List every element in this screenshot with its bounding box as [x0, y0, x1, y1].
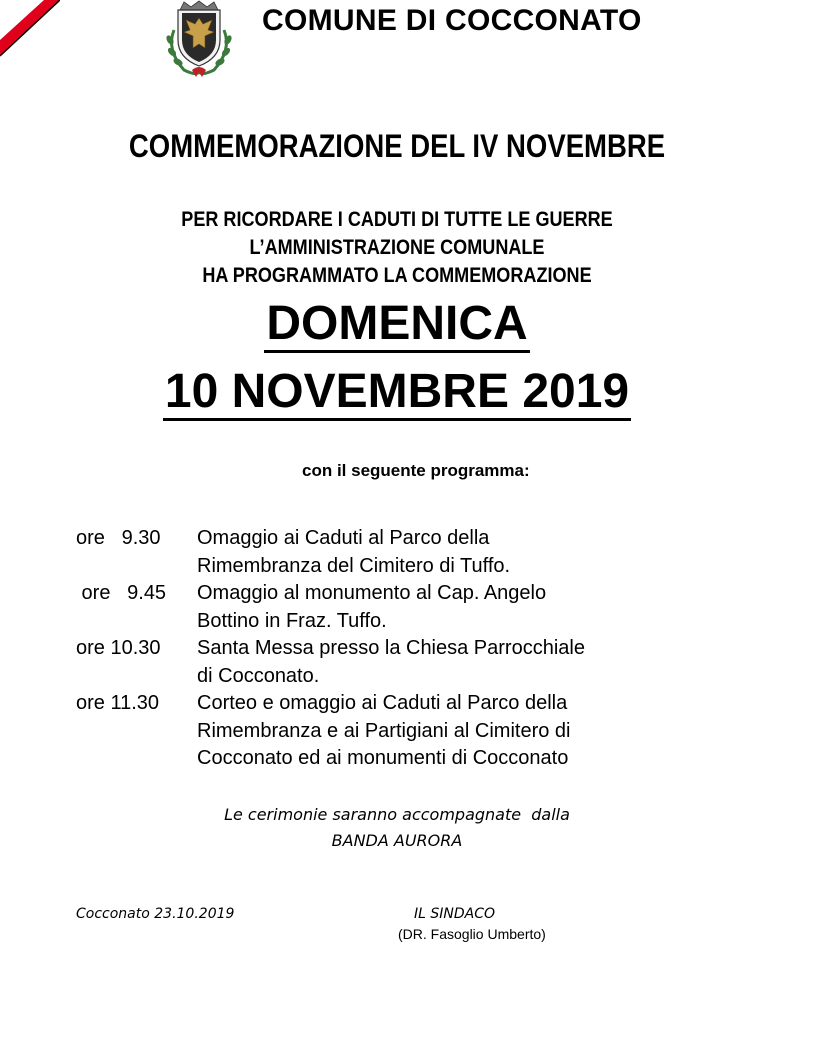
intro-line: L’AMMINISTRAZIONE COMUNALE — [249, 236, 545, 259]
schedule-list — [76, 525, 776, 773]
mayor-title: IL SINDACO — [414, 906, 496, 922]
schedule-item — [76, 580, 776, 635]
main-title: COMMEMORAZIONE DEL IV NOVEMBRE — [128, 128, 666, 164]
mayor-name: (DR. Fasoglio Umberto) — [398, 926, 546, 942]
event-date-text: 10 NOVEMBRE 2019 — [163, 365, 631, 421]
schedule-line: Rimembranza del Cimitero di Tuffo. — [197, 554, 511, 577]
place-date: Cocconato 23.10.2019 — [76, 906, 235, 922]
schedule-line: Cocconato ed ai monumenti di Cocconato — [197, 747, 569, 769]
event-date — [0, 364, 794, 420]
schedule-line: Bottino in Fraz. Tuffo. — [197, 609, 387, 632]
schedule-time: ore 10.30 — [76, 637, 161, 659]
schedule-description — [197, 525, 776, 580]
schedule-item — [76, 635, 776, 690]
schedule-time: ore 11.30 — [76, 692, 160, 714]
schedule-line: Omaggio al monumento al Cap. Angelo — [197, 582, 547, 604]
schedule-line: Corteo e omaggio ai Caduti al Parco della — [197, 692, 568, 714]
schedule-description — [197, 580, 776, 635]
ceremony-note — [0, 802, 794, 854]
band-name: BANDA AURORA — [331, 831, 463, 850]
schedule-time: ore 9.45 — [76, 582, 167, 604]
corner-ribbon-icon — [0, 0, 60, 62]
ceremony-line: Le cerimonie saranno accompagnate dalla — [224, 805, 570, 824]
schedule-item — [76, 525, 776, 580]
intro-text — [56, 206, 739, 290]
schedule-time: ore 9.30 — [76, 527, 161, 549]
schedule-item — [76, 690, 776, 773]
event-day — [0, 296, 794, 352]
municipality-title: COMUNE DI COCCONATO — [262, 4, 642, 37]
schedule-description — [197, 635, 776, 690]
coat-of-arms-icon — [158, 0, 240, 80]
intro-line: PER RICORDARE I CADUTI DI TUTTE LE GUERRE — [181, 208, 613, 231]
schedule-line: Rimembranza e ai Partigiani al Cimitero di — [197, 719, 571, 742]
schedule-line: di Cocconato. — [197, 664, 320, 687]
schedule-line: Omaggio ai Caduti al Parco della — [197, 527, 490, 549]
schedule-description — [197, 690, 776, 773]
program-intro: con il seguente programma: — [302, 461, 530, 480]
event-day-text: DOMENICA — [264, 297, 529, 353]
intro-line: HA PROGRAMMATO LA COMMEMORAZIONE — [202, 264, 592, 287]
schedule-line: Santa Messa presso la Chiesa Parrocchiale — [197, 637, 585, 659]
